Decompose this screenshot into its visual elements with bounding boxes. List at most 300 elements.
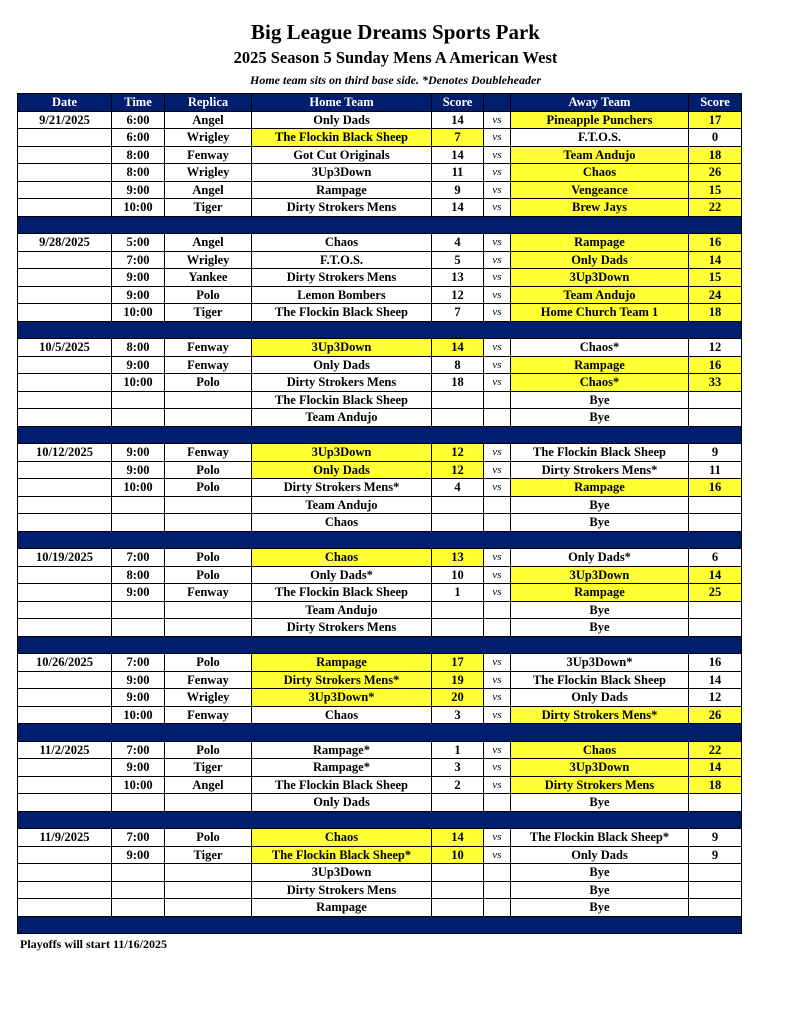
replica-cell: Wrigley — [165, 164, 252, 182]
away-team-cell: 3Up3Down — [511, 759, 689, 777]
replica-cell: Fenway — [165, 356, 252, 374]
week-separator — [18, 216, 742, 234]
away-score-cell: 24 — [689, 286, 742, 304]
away-team-cell: Dirty Strokers Mens* — [511, 706, 689, 724]
table-row — [18, 759, 742, 777]
vs-cell: vs — [484, 164, 511, 182]
away-team-cell: Rampage — [511, 234, 689, 252]
home-team-cell: Dirty Strokers Mens — [252, 199, 432, 217]
col-away-score: Score — [689, 94, 742, 112]
away-team-cell: F.T.O.S. — [511, 129, 689, 147]
date-cell — [18, 409, 112, 427]
date-cell: 11/9/2025 — [18, 829, 112, 847]
time-cell: 10:00 — [112, 199, 165, 217]
week-separator — [18, 724, 742, 742]
col-date: Date — [18, 94, 112, 112]
away-team-cell: Only Dads — [511, 251, 689, 269]
vs-cell: vs — [484, 339, 511, 357]
home-team-cell: Rampage* — [252, 759, 432, 777]
vs-cell: vs — [484, 759, 511, 777]
date-cell: 9/21/2025 — [18, 111, 112, 129]
away-team-cell: 3Up3Down* — [511, 654, 689, 672]
home-team-cell: The Flockin Black Sheep — [252, 304, 432, 322]
away-score-cell: 12 — [689, 689, 742, 707]
separator-cell — [18, 636, 742, 654]
vs-cell — [484, 899, 511, 917]
away-team-cell: Only Dads — [511, 846, 689, 864]
col-home-team: Home Team — [252, 94, 432, 112]
time-cell: 8:00 — [112, 164, 165, 182]
away-score-cell — [689, 496, 742, 514]
home-team-cell: Rampage* — [252, 741, 432, 759]
time-cell: 10:00 — [112, 706, 165, 724]
date-cell — [18, 129, 112, 147]
table-row — [18, 461, 742, 479]
week-separator — [18, 321, 742, 339]
date-cell — [18, 146, 112, 164]
header-row — [18, 94, 742, 112]
date-cell: 11/2/2025 — [18, 741, 112, 759]
table-row — [18, 776, 742, 794]
vs-cell: vs — [484, 846, 511, 864]
table-row — [18, 146, 742, 164]
time-cell — [112, 619, 165, 637]
week-separator — [18, 636, 742, 654]
away-score-cell: 22 — [689, 741, 742, 759]
replica-cell — [165, 391, 252, 409]
away-score-cell: 26 — [689, 164, 742, 182]
home-team-cell: 3Up3Down — [252, 164, 432, 182]
home-score-cell: 14 — [432, 339, 484, 357]
home-score-cell: 14 — [432, 111, 484, 129]
time-cell — [112, 899, 165, 917]
vs-cell: vs — [484, 671, 511, 689]
away-team-cell: Bye — [511, 409, 689, 427]
table-row — [18, 251, 742, 269]
vs-cell — [484, 391, 511, 409]
vs-cell: vs — [484, 584, 511, 602]
time-cell: 7:00 — [112, 741, 165, 759]
time-cell: 9:00 — [112, 269, 165, 287]
replica-cell: Polo — [165, 549, 252, 567]
away-score-cell: 15 — [689, 181, 742, 199]
replica-cell — [165, 619, 252, 637]
vs-cell: vs — [484, 286, 511, 304]
away-team-cell: Home Church Team 1 — [511, 304, 689, 322]
table-row — [18, 794, 742, 812]
home-team-cell: Chaos — [252, 514, 432, 532]
home-team-cell: 3Up3Down — [252, 444, 432, 462]
date-cell — [18, 199, 112, 217]
date-cell — [18, 181, 112, 199]
away-score-cell: 16 — [689, 234, 742, 252]
date-cell — [18, 899, 112, 917]
home-score-cell: 17 — [432, 654, 484, 672]
away-score-cell: 14 — [689, 671, 742, 689]
replica-cell: Wrigley — [165, 689, 252, 707]
home-score-cell: 4 — [432, 479, 484, 497]
home-team-cell: 3Up3Down — [252, 864, 432, 882]
replica-cell: Fenway — [165, 671, 252, 689]
replica-cell: Fenway — [165, 339, 252, 357]
home-team-cell: Got Cut Originals — [252, 146, 432, 164]
date-cell: 9/28/2025 — [18, 234, 112, 252]
replica-cell — [165, 899, 252, 917]
home-team-cell: Only Dads — [252, 461, 432, 479]
home-score-cell: 13 — [432, 549, 484, 567]
away-team-cell: Dirty Strokers Mens — [511, 776, 689, 794]
away-team-cell: 3Up3Down — [511, 269, 689, 287]
away-score-cell — [689, 881, 742, 899]
replica-cell — [165, 601, 252, 619]
table-row — [18, 584, 742, 602]
time-cell: 8:00 — [112, 339, 165, 357]
table-row — [18, 671, 742, 689]
home-score-cell: 10 — [432, 566, 484, 584]
time-cell: 9:00 — [112, 689, 165, 707]
home-team-cell: Dirty Strokers Mens — [252, 374, 432, 392]
table-row — [18, 374, 742, 392]
home-score-cell: 2 — [432, 776, 484, 794]
time-cell: 7:00 — [112, 829, 165, 847]
home-team-cell: The Flockin Black Sheep — [252, 776, 432, 794]
time-cell — [112, 794, 165, 812]
home-score-cell — [432, 864, 484, 882]
replica-cell: Tiger — [165, 304, 252, 322]
date-cell: 10/5/2025 — [18, 339, 112, 357]
home-team-cell: Dirty Strokers Mens — [252, 269, 432, 287]
home-score-cell: 19 — [432, 671, 484, 689]
replica-cell: Polo — [165, 654, 252, 672]
replica-cell — [165, 864, 252, 882]
away-team-cell: Bye — [511, 619, 689, 637]
vs-cell — [484, 794, 511, 812]
home-team-cell: The Flockin Black Sheep — [252, 584, 432, 602]
home-team-cell: The Flockin Black Sheep — [252, 391, 432, 409]
replica-cell: Angel — [165, 234, 252, 252]
home-team-cell: Dirty Strokers Mens* — [252, 479, 432, 497]
table-row — [18, 846, 742, 864]
away-score-cell: 6 — [689, 549, 742, 567]
time-cell: 10:00 — [112, 479, 165, 497]
home-team-cell: The Flockin Black Sheep* — [252, 846, 432, 864]
away-score-cell — [689, 794, 742, 812]
table-row — [18, 444, 742, 462]
date-cell — [18, 601, 112, 619]
time-cell: 8:00 — [112, 566, 165, 584]
schedule-table — [17, 93, 742, 934]
away-team-cell: Dirty Strokers Mens* — [511, 461, 689, 479]
away-team-cell: Team Andujo — [511, 286, 689, 304]
time-cell — [112, 391, 165, 409]
away-score-cell — [689, 514, 742, 532]
vs-cell — [484, 496, 511, 514]
vs-cell: vs — [484, 146, 511, 164]
table-row — [18, 111, 742, 129]
home-score-cell: 1 — [432, 584, 484, 602]
replica-cell: Yankee — [165, 269, 252, 287]
separator-cell — [18, 811, 742, 829]
replica-cell: Angel — [165, 181, 252, 199]
home-team-cell: Chaos — [252, 829, 432, 847]
week-separator — [18, 426, 742, 444]
time-cell: 9:00 — [112, 584, 165, 602]
time-cell: 9:00 — [112, 461, 165, 479]
date-cell — [18, 881, 112, 899]
away-team-cell: Bye — [511, 881, 689, 899]
date-cell: 10/19/2025 — [18, 549, 112, 567]
away-team-cell: Rampage — [511, 356, 689, 374]
date-cell — [18, 759, 112, 777]
schedule-body — [18, 111, 742, 934]
page-note: Home team sits on third base side. *Denotes Doubleheader — [250, 73, 541, 87]
time-cell — [112, 864, 165, 882]
home-score-cell: 4 — [432, 234, 484, 252]
time-cell: 8:00 — [112, 146, 165, 164]
date-cell — [18, 689, 112, 707]
vs-cell — [484, 409, 511, 427]
away-team-cell: Team Andujo — [511, 146, 689, 164]
date-cell: 10/26/2025 — [18, 654, 112, 672]
date-cell — [18, 356, 112, 374]
home-score-cell: 18 — [432, 374, 484, 392]
table-row — [18, 706, 742, 724]
table-row — [18, 864, 742, 882]
home-team-cell: The Flockin Black Sheep — [252, 129, 432, 147]
week-separator — [18, 531, 742, 549]
replica-cell — [165, 496, 252, 514]
home-score-cell: 7 — [432, 304, 484, 322]
table-row — [18, 164, 742, 182]
separator-cell — [18, 321, 742, 339]
date-cell — [18, 304, 112, 322]
home-team-cell: Lemon Bombers — [252, 286, 432, 304]
home-score-cell: 12 — [432, 286, 484, 304]
home-score-cell: 5 — [432, 251, 484, 269]
separator-cell — [18, 724, 742, 742]
away-score-cell: 0 — [689, 129, 742, 147]
vs-cell: vs — [484, 776, 511, 794]
time-cell: 9:00 — [112, 181, 165, 199]
away-score-cell: 33 — [689, 374, 742, 392]
vs-cell: vs — [484, 356, 511, 374]
away-score-cell: 25 — [689, 584, 742, 602]
away-team-cell: Bye — [511, 601, 689, 619]
table-row — [18, 129, 742, 147]
time-cell: 9:00 — [112, 444, 165, 462]
vs-cell: vs — [484, 199, 511, 217]
away-team-cell: Only Dads — [511, 689, 689, 707]
home-team-cell: Only Dads — [252, 794, 432, 812]
time-cell: 6:00 — [112, 111, 165, 129]
time-cell — [112, 409, 165, 427]
away-score-cell: 16 — [689, 479, 742, 497]
away-score-cell: 16 — [689, 654, 742, 672]
home-team-cell: Dirty Strokers Mens — [252, 619, 432, 637]
date-cell — [18, 164, 112, 182]
date-cell — [18, 251, 112, 269]
away-team-cell: Only Dads* — [511, 549, 689, 567]
home-team-cell: Rampage — [252, 654, 432, 672]
home-team-cell: Rampage — [252, 181, 432, 199]
away-team-cell: Rampage — [511, 584, 689, 602]
table-row — [18, 304, 742, 322]
date-cell — [18, 391, 112, 409]
home-score-cell: 9 — [432, 181, 484, 199]
away-score-cell: 15 — [689, 269, 742, 287]
away-score-cell: 18 — [689, 776, 742, 794]
away-team-cell: Chaos* — [511, 374, 689, 392]
vs-cell: vs — [484, 181, 511, 199]
replica-cell: Tiger — [165, 846, 252, 864]
date-cell — [18, 776, 112, 794]
date-cell — [18, 496, 112, 514]
date-cell — [18, 514, 112, 532]
away-team-cell: Vengeance — [511, 181, 689, 199]
week-separator — [18, 916, 742, 934]
vs-cell — [484, 864, 511, 882]
home-score-cell: 3 — [432, 759, 484, 777]
home-team-cell: Rampage — [252, 899, 432, 917]
away-score-cell — [689, 619, 742, 637]
home-score-cell — [432, 601, 484, 619]
away-score-cell: 11 — [689, 461, 742, 479]
vs-cell: vs — [484, 234, 511, 252]
time-cell: 7:00 — [112, 654, 165, 672]
replica-cell — [165, 514, 252, 532]
home-team-cell: Team Andujo — [252, 601, 432, 619]
week-separator — [18, 811, 742, 829]
table-row — [18, 269, 742, 287]
replica-cell: Polo — [165, 374, 252, 392]
home-score-cell — [432, 899, 484, 917]
time-cell: 7:00 — [112, 549, 165, 567]
col-replica: Replica — [165, 94, 252, 112]
time-cell: 7:00 — [112, 251, 165, 269]
table-row — [18, 479, 742, 497]
home-team-cell: F.T.O.S. — [252, 251, 432, 269]
home-score-cell — [432, 409, 484, 427]
vs-cell: vs — [484, 444, 511, 462]
date-cell — [18, 461, 112, 479]
home-score-cell — [432, 881, 484, 899]
date-cell — [18, 864, 112, 882]
home-score-cell — [432, 391, 484, 409]
away-team-cell: Chaos — [511, 164, 689, 182]
away-team-cell: Bye — [511, 794, 689, 812]
replica-cell — [165, 794, 252, 812]
vs-cell: vs — [484, 566, 511, 584]
replica-cell: Fenway — [165, 146, 252, 164]
separator-cell — [18, 916, 742, 934]
col-time: Time — [112, 94, 165, 112]
home-team-cell: Only Dads* — [252, 566, 432, 584]
date-cell — [18, 671, 112, 689]
date-cell — [18, 794, 112, 812]
away-score-cell — [689, 601, 742, 619]
vs-cell — [484, 514, 511, 532]
away-team-cell: The Flockin Black Sheep — [511, 444, 689, 462]
replica-cell: Fenway — [165, 584, 252, 602]
away-score-cell — [689, 864, 742, 882]
home-score-cell: 1 — [432, 741, 484, 759]
home-score-cell: 12 — [432, 444, 484, 462]
home-score-cell — [432, 794, 484, 812]
home-team-cell: Dirty Strokers Mens — [252, 881, 432, 899]
home-team-cell: Only Dads — [252, 111, 432, 129]
replica-cell — [165, 881, 252, 899]
time-cell: 6:00 — [112, 129, 165, 147]
home-team-cell: Team Andujo — [252, 409, 432, 427]
replica-cell: Angel — [165, 111, 252, 129]
home-team-cell: 3Up3Down* — [252, 689, 432, 707]
table-row — [18, 654, 742, 672]
replica-cell: Fenway — [165, 706, 252, 724]
home-score-cell: 8 — [432, 356, 484, 374]
home-team-cell: Chaos — [252, 234, 432, 252]
home-score-cell — [432, 496, 484, 514]
time-cell — [112, 514, 165, 532]
col-away-team: Away Team — [511, 94, 689, 112]
away-score-cell: 14 — [689, 566, 742, 584]
date-cell — [18, 846, 112, 864]
replica-cell: Polo — [165, 829, 252, 847]
vs-cell — [484, 619, 511, 637]
date-cell — [18, 374, 112, 392]
vs-cell: vs — [484, 654, 511, 672]
separator-cell — [18, 216, 742, 234]
home-team-cell: Chaos — [252, 706, 432, 724]
home-team-cell: Dirty Strokers Mens* — [252, 671, 432, 689]
page-title: Big League Dreams Sports Park — [251, 20, 540, 44]
table-row — [18, 496, 742, 514]
away-score-cell: 22 — [689, 199, 742, 217]
away-team-cell: Brew Jays — [511, 199, 689, 217]
table-row — [18, 391, 742, 409]
vs-cell — [484, 601, 511, 619]
time-cell: 9:00 — [112, 759, 165, 777]
home-team-cell: 3Up3Down — [252, 339, 432, 357]
away-score-cell: 16 — [689, 356, 742, 374]
away-score-cell — [689, 899, 742, 917]
replica-cell — [165, 409, 252, 427]
table-row — [18, 689, 742, 707]
away-score-cell — [689, 409, 742, 427]
vs-cell: vs — [484, 741, 511, 759]
home-score-cell: 10 — [432, 846, 484, 864]
away-team-cell: Chaos* — [511, 339, 689, 357]
vs-cell: vs — [484, 374, 511, 392]
away-team-cell: Bye — [511, 391, 689, 409]
vs-cell — [484, 881, 511, 899]
home-score-cell: 11 — [432, 164, 484, 182]
time-cell — [112, 881, 165, 899]
away-score-cell: 18 — [689, 146, 742, 164]
home-team-cell: Chaos — [252, 549, 432, 567]
replica-cell: Polo — [165, 566, 252, 584]
table-row — [18, 566, 742, 584]
vs-cell: vs — [484, 304, 511, 322]
vs-cell: vs — [484, 461, 511, 479]
date-cell — [18, 479, 112, 497]
playoffs-note: Playoffs will start 11/16/2025 — [20, 937, 167, 951]
vs-cell: vs — [484, 549, 511, 567]
time-cell — [112, 601, 165, 619]
away-team-cell: The Flockin Black Sheep* — [511, 829, 689, 847]
away-team-cell: Bye — [511, 864, 689, 882]
table-row — [18, 339, 742, 357]
home-score-cell — [432, 514, 484, 532]
